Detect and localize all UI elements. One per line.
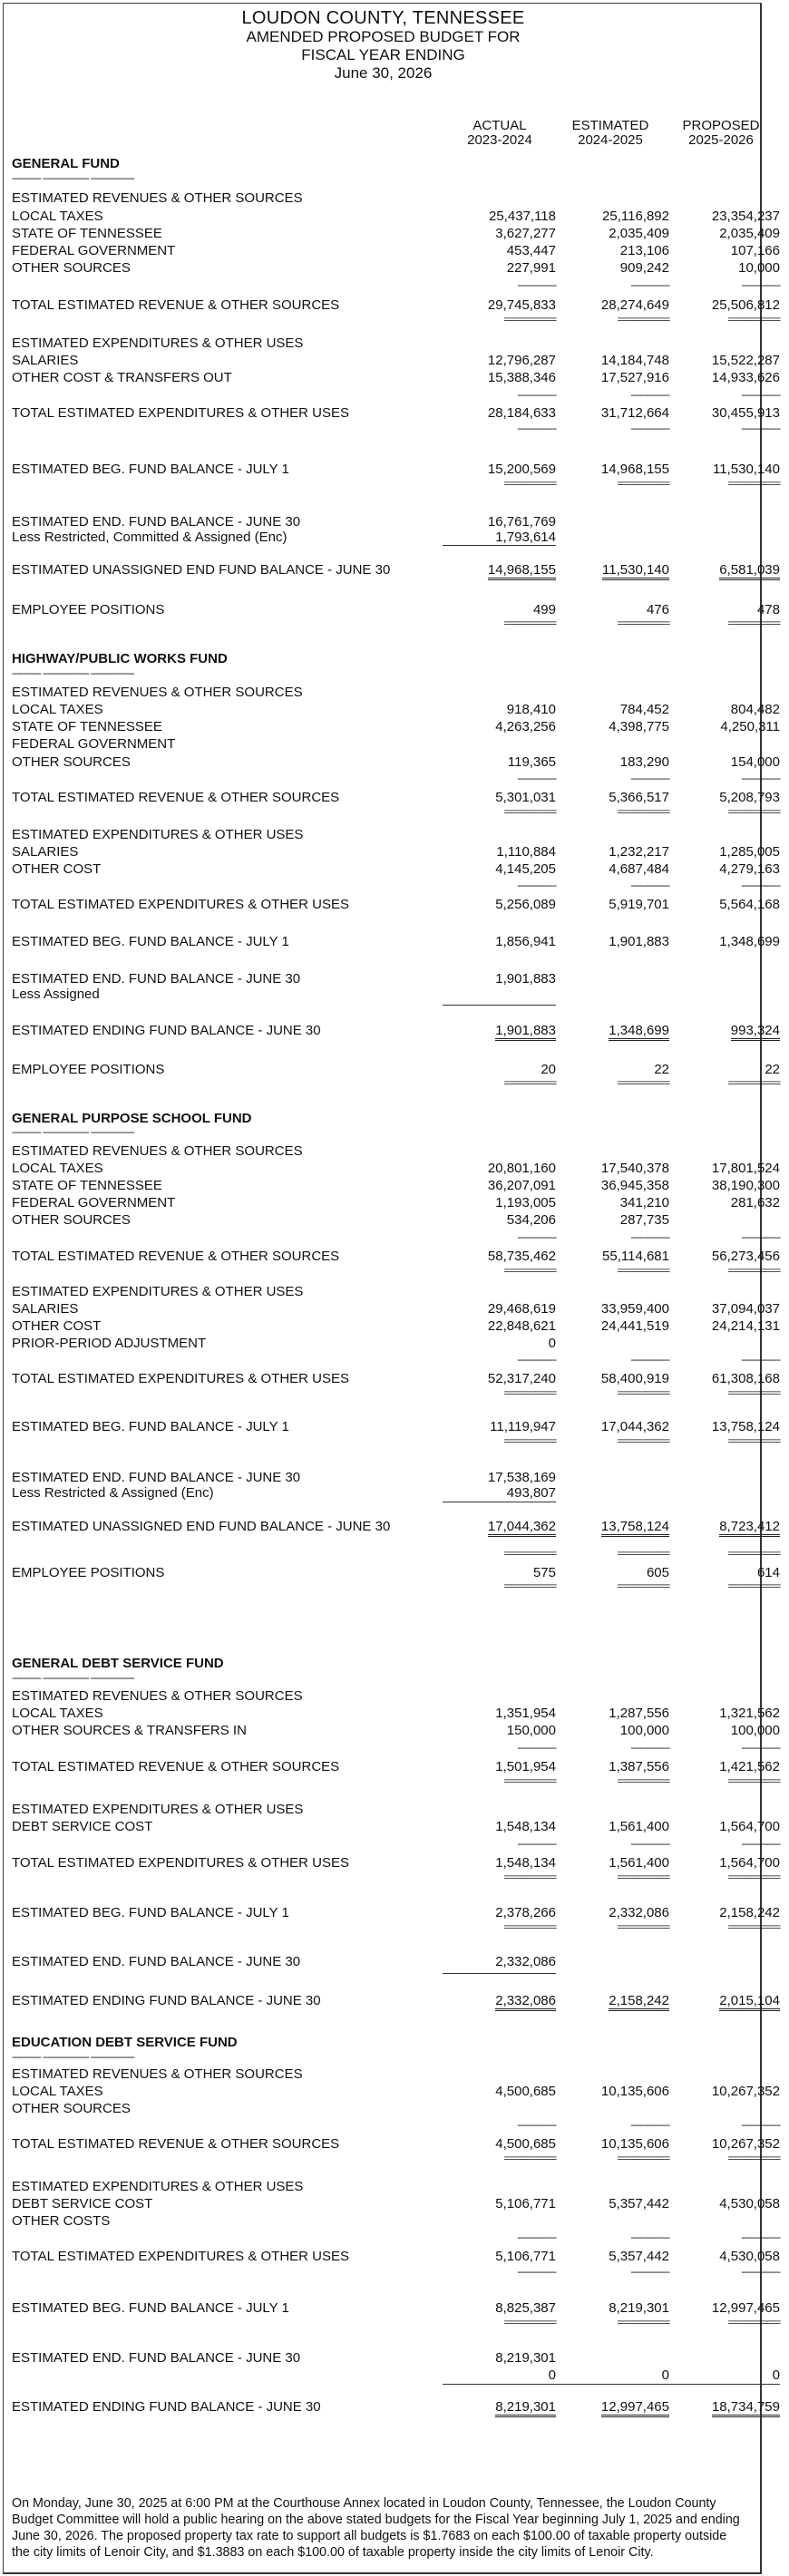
budget-title: AMENDED PROPOSED BUDGET FOR — [246, 28, 521, 45]
column-estimated-year: 2024-2025 — [578, 132, 643, 148]
column-estimated: ESTIMATED — [571, 118, 649, 133]
column-actual-year: 2023-2024 — [467, 132, 532, 148]
county-title: LOUDON COUNTY, TENNESSEE — [241, 8, 525, 28]
date-title: June 30, 2026 — [334, 64, 433, 82]
column-proposed: PROPOSED — [682, 118, 760, 133]
public-hearing-notice: On Monday, June 30, 2025 at 6:00 PM at the Courthouse Annex located in Loudon County, Tennessee, the Loudon County Budget Committee will hold a public hearing on the above stated budgets for the Fiscal Year beginning July 1, 2025 and ending June 30, 2026. The proposed property tax rate to support all budgets is $1.7683 on each $100.00 of taxable property outside the city limits of Lenoir City, and $1.3883 on each $100.00 of taxable property inside the city limits of Lenoir City. — [12, 2496, 740, 2560]
column-actual: ACTUAL — [472, 118, 527, 133]
column-proposed-year: 2025-2026 — [688, 132, 754, 148]
fiscal-year-title: FISCAL YEAR ENDING — [301, 46, 465, 63]
